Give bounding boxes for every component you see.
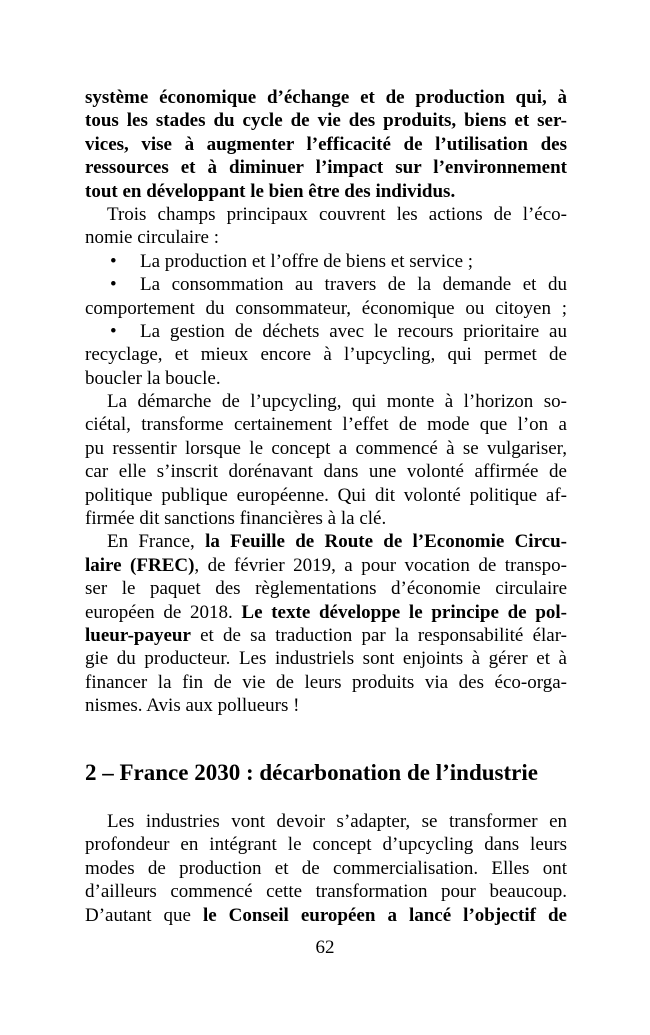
paragraph-industries	[85, 810, 567, 927]
bold-run: laire (FREC)	[85, 554, 195, 576]
text-line: nismes. Avis aux pollueurs !	[85, 695, 300, 717]
bullet-text: La consommation au travers de la demande et du	[140, 274, 567, 296]
text-line: profondeur en intégrant le concept d’upcycling dans leurs	[85, 834, 567, 856]
text-line: pu ressentir lorsque le concept a commencé à se vulgariser,	[85, 437, 567, 459]
text-line: ser le paquet des règlementations d’économie circulaire	[85, 578, 567, 600]
text-line: Trois champs principaux couvrent les actions de l’éco-	[107, 203, 567, 225]
text-run: et de sa traduction par la responsabilité élar-	[190, 624, 567, 646]
text-line	[85, 601, 567, 624]
bullet-icon: •	[110, 250, 117, 272]
text-line	[85, 320, 567, 343]
text-line: modes de production et de commercialisation. Elles ont	[85, 857, 567, 879]
text-line: comportement du consommateur, économique ou citoyen ;	[85, 297, 567, 319]
text-line: financer la fin de vie de leurs produits via des éco-orga-	[85, 671, 567, 693]
text-run: D’autant que	[85, 904, 203, 926]
text-line: boucler la boucle.	[85, 367, 221, 389]
bold-run: la Feuille de Route de l’Economie Circu-	[205, 531, 567, 553]
paragraph-fields	[85, 203, 567, 250]
bold-run: lueur-payeur	[85, 624, 191, 646]
page-body	[85, 86, 567, 718]
text-run: européen de 2018.	[85, 601, 242, 623]
page-number: 62	[315, 937, 335, 958]
text-line: politique publique européenne. Qui dit volonté politique af-	[85, 484, 567, 506]
text-run: En France,	[107, 531, 206, 553]
paragraph-frec	[85, 530, 567, 717]
text-line	[85, 530, 567, 553]
paragraph-bold-intro	[85, 86, 567, 203]
text-line: système économique d’échange et de production qui, à	[85, 87, 567, 108]
text-line: tout en développant le bien être des individus.	[85, 180, 456, 202]
bullet-text: La gestion de déchets avec le recours prioritaire au	[140, 320, 567, 342]
bullet-icon: •	[110, 274, 117, 296]
text-line: tous les stades du cycle de vie des produits, biens et ser-	[85, 110, 567, 132]
text-line: Les industries vont devoir s’adapter, se transformer en	[107, 811, 567, 832]
text-line: d’ailleurs commencé cette transformation pour beaucoup.	[85, 881, 567, 903]
text-line	[85, 250, 567, 273]
bullet-list	[85, 250, 567, 390]
text-line: ciétal, transforme certainement l’effet de mode que l’on a	[85, 414, 567, 436]
bullet-text: La production et l’offre de biens et service ;	[140, 250, 474, 272]
text-line	[85, 554, 567, 577]
list-item	[85, 273, 567, 320]
text-line: car elle s’inscrit dorénavant dans une volonté affirmée de	[85, 461, 567, 483]
text-line	[85, 904, 567, 927]
text-line: gie du producteur. Les industriels sont enjoints à gérer et à	[85, 648, 567, 670]
list-item	[85, 320, 567, 390]
text-line: firmée dit sanctions financières à la clé.	[85, 508, 387, 530]
bold-run: le Conseil européen a lancé l’objectif de	[202, 904, 567, 926]
text-line: ressources et à diminuer l’impact sur l’environnement	[85, 157, 567, 179]
page-body-continued	[85, 810, 567, 927]
paragraph-upcycling	[85, 390, 567, 530]
text-line: nomie circulaire :	[85, 227, 219, 249]
text-line: recyclage, et mieux encore à l’upcycling, qui permet de	[85, 344, 567, 366]
bullet-icon: •	[110, 320, 117, 342]
text-line: La démarche de l’upcycling, qui monte à l’horizon so-	[107, 391, 567, 413]
text-line	[85, 624, 567, 647]
text-run: , de février 2019, a pour vocation de transpo-	[194, 554, 567, 576]
text-line	[85, 273, 567, 296]
bold-run: Le texte développe le principe de pol-	[241, 601, 567, 623]
list-item	[85, 250, 567, 273]
section-heading: 2 – France 2030 : décarbonation de l’industrie	[85, 760, 538, 785]
text-line: vices, vise à augmenter l’efficacité de l’utilisation des	[85, 133, 567, 155]
